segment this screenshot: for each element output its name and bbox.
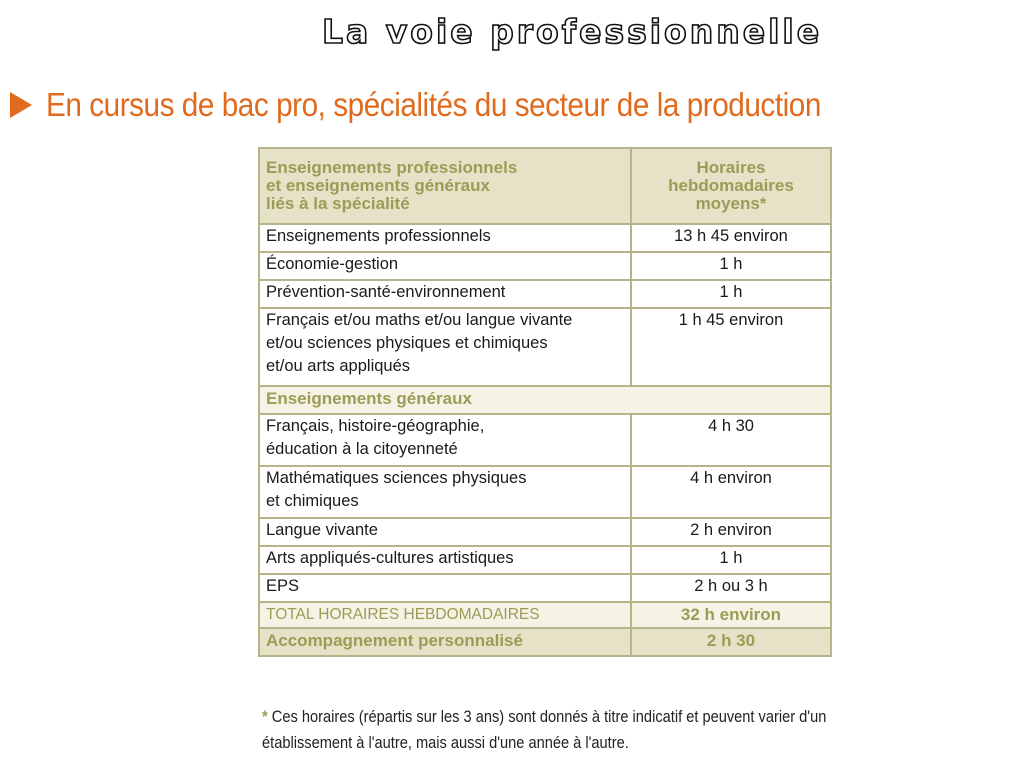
page-title: La voie professionnelle (322, 12, 823, 51)
table-row: Mathématiques sciences physiques et chimiques 4 h environ (259, 466, 831, 518)
section-heading-text: En cursus de bac pro, spécialités du secteur de la production (46, 86, 821, 123)
table-row: Économie-gestion 1 h (259, 252, 831, 280)
arrow-right-icon (10, 92, 32, 118)
table-row: Prévention-santé-environnement 1 h (259, 280, 831, 308)
table-row: Enseignements professionnels 13 h 45 environ (259, 224, 831, 252)
table-row: Arts appliqués-cultures artistiques 1 h (259, 546, 831, 574)
table-row: Français, histoire-géographie, éducation à la citoyenneté 4 h 30 (259, 414, 831, 466)
table-header-row (259, 148, 831, 224)
table-row: Français et/ou maths et/ou langue vivante et/ou sciences physiques et chimiques et/ou arts appliqués 1 h 45 environ (259, 308, 831, 386)
schedule-table (258, 147, 832, 657)
accompaniment-row: Accompagnement personnalisé 2 h 30 (259, 628, 831, 656)
section-row: Enseignements généraux (259, 386, 831, 414)
table-row: Langue vivante 2 h environ (259, 518, 831, 546)
section-heading (10, 86, 907, 124)
footnote: * Ces horaires (répartis sur les 3 ans) sont donnés à titre indicatif et peuvent varier d'un établissement à l'autre, mais aussi d'une année à l'autre. (262, 707, 827, 752)
total-row: TOTAL HORAIRES HEBDOMADAIRES 32 h environ (259, 602, 831, 628)
table-row: EPS 2 h ou 3 h (259, 574, 831, 602)
footnote-star: * (262, 707, 268, 726)
header-hours: Horaires hebdomadaires moyens* (631, 148, 831, 224)
header-subjects: Enseignements professionnels et enseignements généraux liés à la spécialité (259, 148, 631, 224)
